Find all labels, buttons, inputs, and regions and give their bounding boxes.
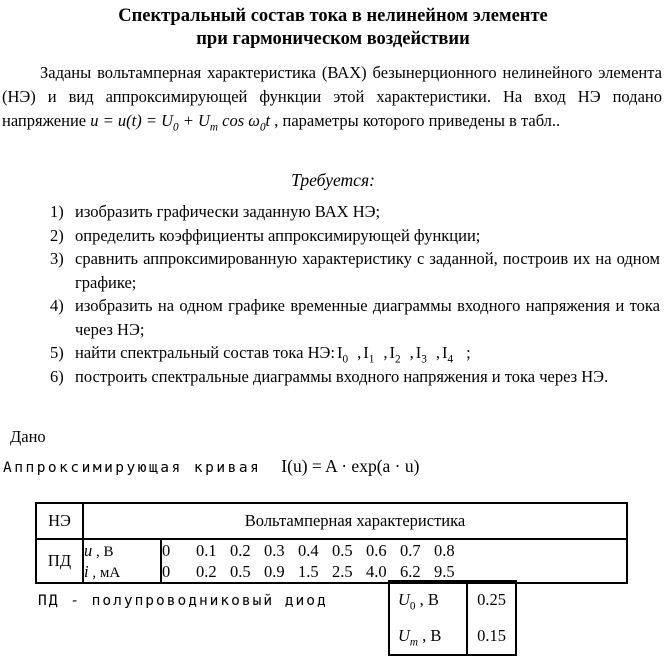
param-name-um: $U_m$ , В	[390, 618, 468, 654]
task-text: изобразить графически заданную ВАХ НЭ;	[75, 202, 381, 221]
approx-formula: I(u) = A · exp(a · u)	[281, 456, 420, 476]
task-item-2	[25, 224, 660, 248]
requires-heading: Требуется:	[291, 170, 375, 190]
approx-label: Аппроксимирующая кривая	[3, 460, 262, 476]
vah-data-row	[36, 539, 627, 583]
vah-row-label-cell: ПД	[36, 539, 83, 583]
values-i: 0 0.2 0.5 0.9 1.5 2.5 4.0 6.2 9.5	[162, 562, 455, 581]
current-term-i0: $I_0$	[337, 343, 349, 366]
voltage-formula: $u = u(t) = U_0 + U_m$ $\cos \omega_0t$	[90, 111, 271, 134]
intro-paragraph	[2, 61, 662, 133]
param-name-u0: $U_0$ , В	[390, 582, 468, 618]
task-text: построить спектральные диаграммы входного напряжения и тока через НЭ.	[75, 366, 609, 386]
params-table	[388, 580, 517, 656]
values-u: 0 0.1 0.2 0.3 0.4 0.5 0.6 0.7 0.8	[162, 541, 455, 560]
intro-text-after: параметры которого приведены в табл..	[278, 111, 561, 130]
task-number: 1)	[50, 202, 64, 221]
task-text: изобразить на одном графике временные диаграммы входного напряжения и тока через НЭ;	[75, 296, 660, 339]
current-term-i4: $I_4$	[441, 343, 454, 366]
param-row-u0	[390, 582, 515, 618]
task-number: 3)	[50, 249, 64, 268]
current-term-i3: $I_3$	[415, 343, 427, 366]
task-text: найти спектральный состав тока НЭ:	[75, 343, 335, 362]
var-i: i , мА	[84, 562, 121, 581]
approx-curve-line	[3, 456, 663, 477]
task-end: ;	[462, 343, 471, 362]
task-text: определить коэффициенты аппроксимирующей функции;	[75, 225, 481, 245]
vah-header-row	[36, 503, 627, 539]
task-item-6	[25, 365, 660, 389]
intro-text-before: Заданы вольтамперная характеристика (ВАХ) безынерционного нелинейного элемента (НЭ) и вид аппроксимирующей функции этой характеристики. На вход НЭ подано напряжение	[2, 63, 662, 130]
vah-header-cell: Вольтамперная характеристика	[83, 503, 627, 539]
current-term-i1: $I_1$	[363, 343, 375, 366]
current-term-i2: $I_2$	[389, 343, 401, 366]
task-list	[25, 200, 660, 388]
task-item-1	[25, 200, 660, 224]
task-item-5: 5) найти спектральный состав тока НЭ: $I_0$ , $I_1$ , $I_2$ , $I_3$ , $I_4$ ;	[50, 343, 471, 366]
task-number: 5)	[50, 343, 64, 362]
vah-corner-cell: НЭ	[36, 503, 83, 539]
vah-values-cell	[161, 539, 627, 583]
note-text: ПД - полупроводниковый диод	[38, 593, 328, 609]
task-text: сравнить аппроксимированную характеристику с заданной, построив их на одном графике;	[75, 249, 660, 292]
title-line-1: Спектральный состав тока в нелинейном элементе	[118, 6, 548, 26]
param-value-u0: 0.25	[477, 590, 506, 609]
param-value-um: 0.15	[477, 626, 506, 645]
task-number: 6)	[50, 366, 64, 386]
vah-var-cell	[83, 539, 161, 583]
task-item-4	[25, 294, 660, 341]
param-row-um	[390, 618, 515, 654]
page-title	[0, 5, 666, 50]
title-line-2: при гармоническом воздействии	[196, 28, 470, 49]
task-number: 4)	[50, 296, 64, 315]
formula-tail: ,	[270, 111, 279, 130]
task-item-3	[25, 247, 660, 294]
vah-table	[35, 502, 628, 584]
task-number: 2)	[50, 225, 64, 245]
dano-label: Дано	[10, 427, 46, 446]
var-u: u , В	[84, 541, 114, 560]
